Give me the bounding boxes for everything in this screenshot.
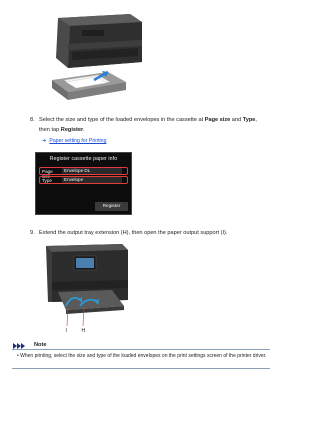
label-h: H	[81, 328, 86, 334]
lcd-title: Register cassette paper info	[49, 156, 118, 162]
note-title: Note	[34, 342, 47, 348]
arrow-right-icon: ➜	[42, 138, 47, 144]
type-label: Type	[242, 117, 256, 123]
lcd-row-value: Envelope	[62, 177, 122, 183]
paper-setting-link[interactable]: Paper setting for Printing	[49, 138, 107, 144]
lcd-row-key: Page size	[42, 169, 53, 179]
label-i: I	[65, 328, 67, 334]
lcd-row-type	[39, 176, 128, 184]
printer-output-tray-illustration	[38, 240, 138, 336]
note-bullet: •	[17, 353, 19, 359]
lcd-row-value: Envelope DL	[62, 168, 122, 174]
page-size-label: Page size	[204, 117, 231, 123]
step-9-number: 9.	[30, 230, 35, 236]
step-8-text: 8. Select the size and type of the loaded envelopes in the cassette at Page size and Type,	[30, 117, 257, 123]
lcd-register-button: Register	[95, 202, 128, 211]
note-body	[17, 352, 267, 360]
register-label: Register	[60, 127, 84, 133]
paper-setting-link-row	[42, 138, 106, 144]
note-divider-bottom	[12, 368, 270, 369]
printer-cassette-illustration	[38, 0, 148, 108]
lcd-row-page-size	[39, 167, 128, 179]
lcd-screen	[35, 152, 132, 215]
step-9-text: 9. Extend the output tray extension (H), then open the paper output support (I).	[30, 230, 228, 236]
note-text: When printing, select the size and type of the loaded envelopes on the print settings screen of the printer driver.	[20, 353, 267, 359]
lcd-row-key: Type	[42, 178, 52, 183]
step-8-number: 8.	[30, 117, 35, 123]
note-divider	[12, 349, 270, 350]
step-8-text-line2: then tap Register.	[39, 127, 85, 133]
